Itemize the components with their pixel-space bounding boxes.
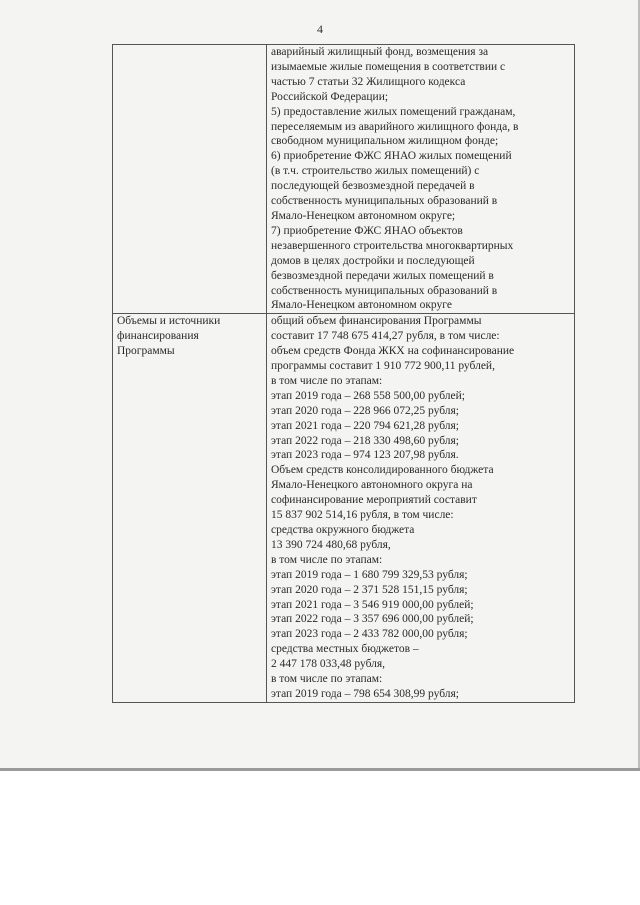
text-line: Ямало-Ненецкого автономного округа на: [271, 479, 473, 492]
section-title-line: Программы: [117, 345, 175, 358]
table-row: [113, 314, 575, 703]
text-line: частью 7 статьи 32 Жилищного кодекса: [271, 75, 466, 88]
text-line: 13 390 724 480,68 рубля,: [271, 538, 391, 551]
text-line: Объем средств консолидированного бюджета: [271, 464, 494, 477]
text-line: 15 837 902 514,16 рубля, в том числе:: [271, 509, 454, 522]
text-line: Российской Федерации;: [271, 90, 389, 103]
text-line: этап 2023 года – 974 123 207,98 рубля.: [271, 449, 459, 462]
text-line: этап 2019 года – 798 654 308,99 рубля;: [271, 687, 459, 700]
text-line: этап 2022 года – 218 330 498,60 рубля;: [271, 434, 459, 447]
row2-left-cell: [113, 314, 267, 703]
text-line: домов в целях достройки и последующей: [271, 254, 475, 267]
section-title-line: Объемы и источники: [117, 315, 221, 328]
row2-right-cell: [267, 314, 575, 703]
text-line: в том числе по этапам:: [271, 374, 383, 387]
text-line: средства окружного бюджета: [271, 524, 415, 536]
program-passport-table: [112, 44, 575, 703]
section-title-line: финансирования: [117, 330, 199, 343]
text-line: собственность муниципальных образований в: [271, 195, 498, 208]
text-line: 6) приобретение ФЖС ЯНАО жилых помещений: [271, 150, 512, 163]
text-line: аварийный жилищный фонд, возмещения за: [271, 46, 489, 58]
text-line: свободном муниципальном жилищном фонде;: [271, 135, 499, 148]
text-line: последующей безвозмездной передачей в: [271, 180, 475, 193]
text-line: этап 2020 года – 2 371 528 151,15 рубля;: [271, 583, 468, 596]
text-line: средства местных бюджетов –: [271, 643, 419, 656]
text-line: этап 2019 года – 1 680 799 329,53 рубля;: [271, 568, 468, 581]
text-line: этап 2021 года – 3 546 919 000,00 рублей;: [271, 598, 474, 611]
text-line: 5) предоставление жилых помещений гражданам,: [271, 105, 516, 118]
text-line: незавершенного строительства многоквартирных: [271, 239, 514, 252]
text-line: в том числе по этапам:: [271, 553, 383, 566]
text-line: этап 2021 года – 220 794 621,28 рубля;: [271, 419, 459, 432]
text-line: составит 17 748 675 414,27 рубля, в том числе:: [271, 330, 500, 343]
text-line: изымаемые жилые помещения в соответствии с: [271, 60, 506, 73]
text-line: объем средств Фонда ЖКХ на софинансирование: [271, 345, 515, 358]
text-line: безвозмездной передачи жилых помещений в: [271, 269, 494, 282]
text-line: в том числе по этапам:: [271, 673, 383, 686]
text-line: этап 2023 года – 2 433 782 000,00 рубля;: [271, 628, 468, 641]
text-line: переселяемым из аварийного жилищного фонда, в: [271, 120, 519, 133]
text-line: 7) приобретение ФЖС ЯНАО объектов: [271, 224, 463, 237]
row1-left-cell: [113, 45, 267, 314]
text-line: общий объем финансирования Программы: [271, 315, 482, 328]
text-line: этап 2022 года – 3 357 696 000,00 рублей;: [271, 613, 474, 626]
row1-right-cell: [267, 45, 575, 314]
text-line: этап 2019 года – 268 558 500,00 рублей;: [271, 389, 465, 402]
text-line: софинансирование мероприятий составит: [271, 494, 477, 507]
text-line: Ямало-Ненецком автономном округе;: [271, 209, 456, 222]
text-line: 2 447 178 033,48 рубля,: [271, 658, 386, 671]
text-line: (в т.ч. строительство жилых помещений) с: [271, 165, 480, 178]
page-number: 4: [317, 22, 323, 36]
text-line: Ямало-Ненецком автономном округе: [271, 299, 452, 312]
table-row: [113, 45, 575, 314]
text-line: собственность муниципальных образований в: [271, 284, 498, 297]
text-line: этап 2020 года – 228 966 072,25 рубля;: [271, 404, 459, 417]
text-line: программы составит 1 910 772 900,11 рублей,: [271, 360, 495, 373]
